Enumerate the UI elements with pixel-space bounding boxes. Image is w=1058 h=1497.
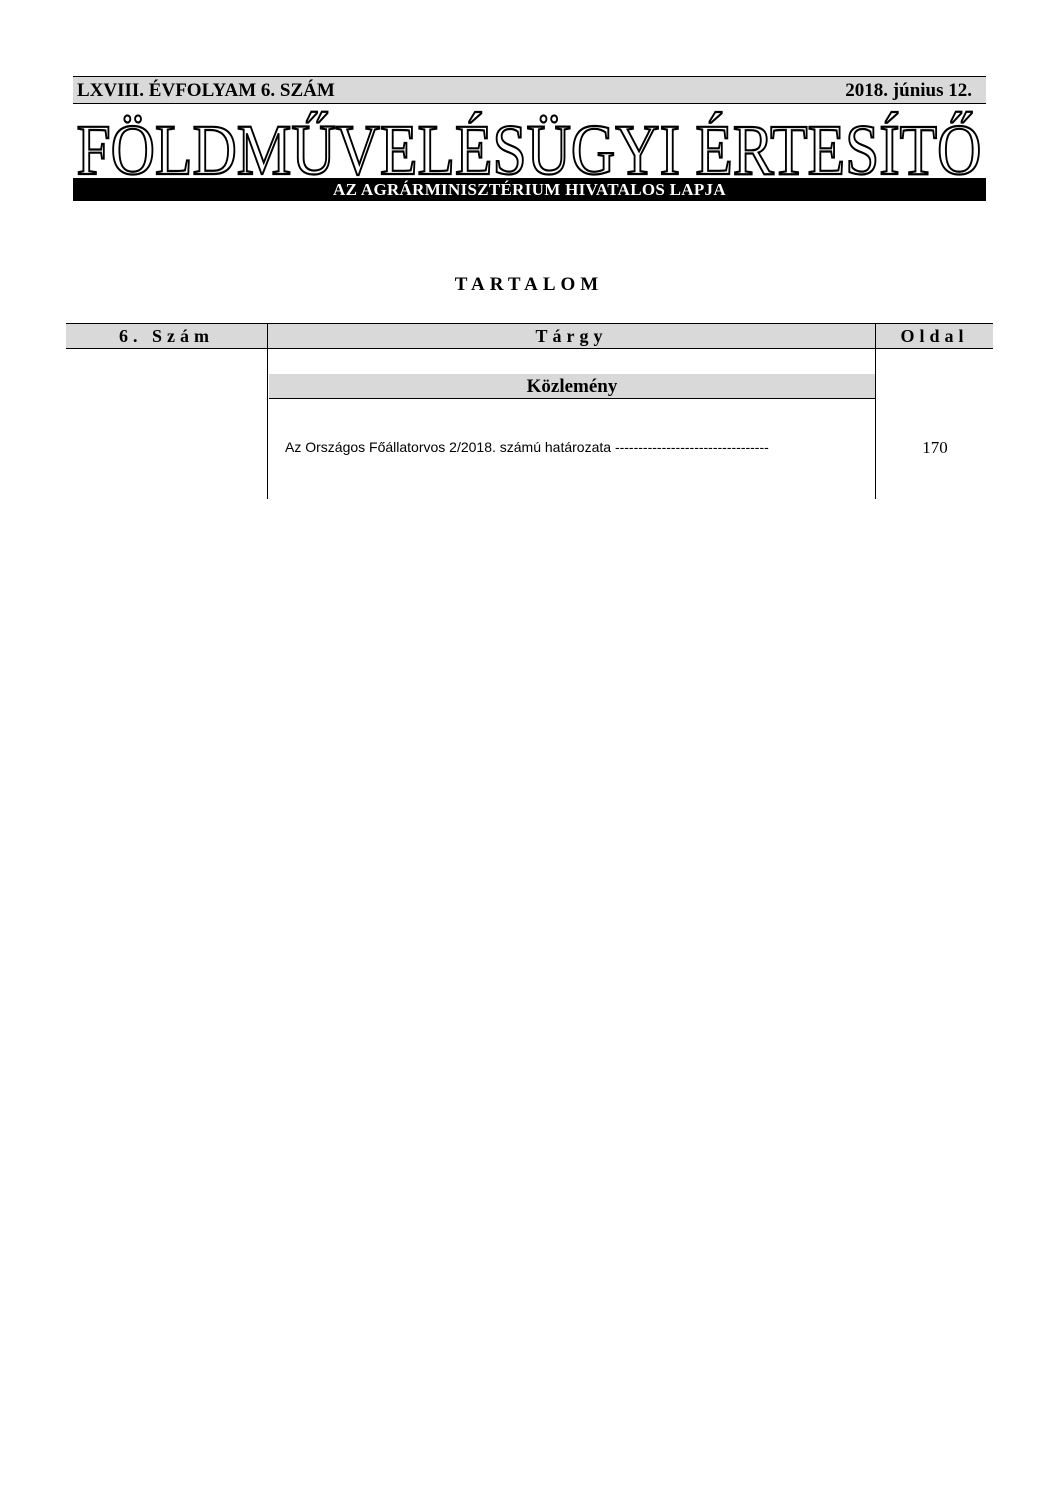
section-underline <box>269 398 875 399</box>
column-header-issue: 6. Szám <box>119 326 214 346</box>
column-header-page: Oldal <box>900 326 969 346</box>
column-header-subject: Tárgy <box>535 326 608 346</box>
issue-date: 2018. június 12. <box>845 80 972 101</box>
toc-entry-page: 170 <box>922 438 948 457</box>
column-divider-right <box>875 323 876 499</box>
column-divider-left <box>267 323 268 499</box>
issue-bar <box>73 76 986 104</box>
section-title: Közlemény <box>269 374 875 398</box>
journal-title-text: FÖLDMŰVELÉSÜGYI ÉRTESÍTŐ <box>76 110 982 178</box>
volume-issue: LXVIII. ÉVFOLYAM 6. SZÁM <box>77 80 335 101</box>
journal-title <box>73 104 986 178</box>
journal-subtitle: AZ AGRÁRMINISZTÉRIUM HIVATALOS LAPJA <box>73 178 986 201</box>
contents-table-header <box>66 323 993 349</box>
toc-entry-title[interactable]: Az Országos Főállatorvos 2/2018. számú határozata --------------------------------- <box>285 439 769 455</box>
journal-title-svg <box>73 104 986 178</box>
contents-heading: TARTALOM <box>454 274 604 295</box>
